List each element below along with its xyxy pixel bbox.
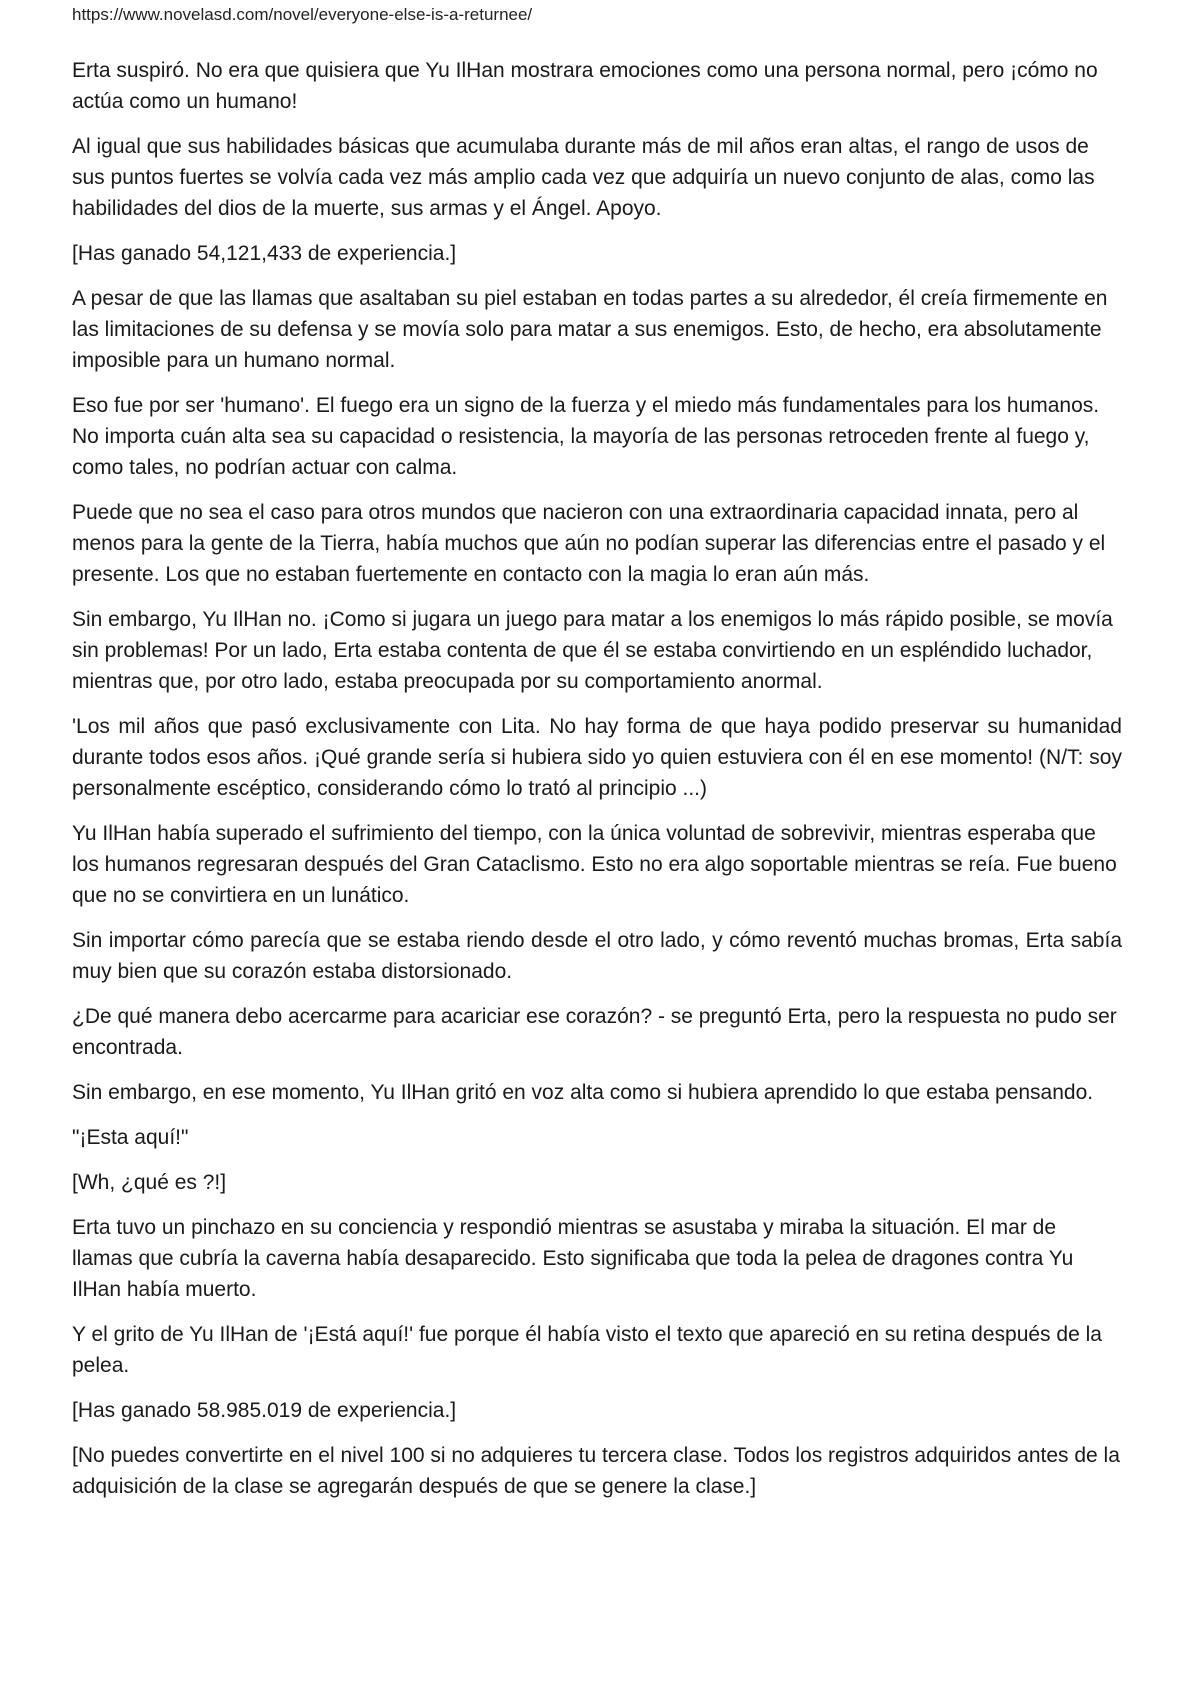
paragraph: [Wh, ¿qué es ?!] (72, 1171, 227, 1194)
paragraph: [Has ganado 54,121,433 de experiencia.] (72, 242, 457, 265)
paragraph: Puede que no sea el caso para otros mundos que nacieron con una extraordinaria capacidad innata, pero al menos para la gente de la Tierra, había muchos que aún no podían superar las diferencias entre el pasado y el presente. Los que no estaban fuertemente en contacto con la magia lo eran aún más. (72, 501, 1106, 586)
paragraph: Sin embargo, en ese momento, Yu IlHan gritó en voz alta como si hubiera aprendido lo que estaba pensando. (72, 1081, 1094, 1104)
paragraph: A pesar de que las llamas que asaltaban su piel estaban en todas partes a su alrededor, él creía firmemente en las limitaciones de su defensa y se movía solo para matar a sus enemigos. Esto, de hecho, era absolutamente imposible para un humano normal. (72, 287, 1108, 372)
paragraph: "¡Esta aquí!" (72, 1126, 189, 1149)
paragraph: [Has ganado 58.985.019 de experiencia.] (72, 1399, 457, 1422)
document-body (72, 55, 1122, 1516)
paragraph: Sin embargo, Yu IlHan no. ¡Como si jugara un juego para matar a los enemigos lo más rápido posible, se movía sin problemas! Por un lado, Erta estaba contenta de que él se estaba convirtiendo en un espléndido luchador, mientras que, por otro lado, estaba preocupada por su comportamiento anormal. (72, 608, 1113, 693)
paragraph: Y el grito de Yu IlHan de '¡Está aquí!' fue porque él había visto el texto que apareció en su retina después de la pelea. (72, 1323, 1102, 1377)
paragraph: Sin importar cómo parecía que se estaba riendo desde el otro lado, y cómo reventó muchas bromas, Erta sabía muy bien que su corazón estaba distorsionado. (72, 929, 1122, 983)
paragraph: Erta suspiró. No era que quisiera que Yu IlHan mostrara emociones como una persona normal, pero ¡cómo no actúa como un humano! (72, 59, 1098, 113)
paragraph: Erta tuvo un pinchazo en su conciencia y respondió mientras se asustaba y miraba la situación. El mar de llamas que cubría la caverna había desaparecido. Esto significaba que toda la pelea de dragones contra Yu IlHan había muerto. (72, 1216, 1074, 1301)
paragraph: 'Los mil años que pasó exclusivamente con Lita. No hay forma de que haya podido preservar su humanidad durante todos esos años. ¡Qué grande sería si hubiera sido yo quien estuviera con él en ese momento! (N/T: soy personalmente escéptico, considerando cómo lo trató al principio ...) (72, 715, 1122, 800)
page-url: https://www.novelasd.com/novel/everyone-else-is-a-returnee/ (72, 5, 533, 24)
paragraph: [No puedes convertirte en el nivel 100 si no adquieres tu tercera clase. Todos los registros adquiridos antes de la adquisición de la clase se agregarán después de que se genere la clase.] (72, 1444, 1120, 1498)
paragraph: Al igual que sus habilidades básicas que acumulaba durante más de mil años eran altas, el rango de usos de sus puntos fuertes se volvía cada vez más amplio cada vez que adquiría un nuevo conjunto de alas, como las habilidades del dios de la muerte, sus armas y el Ángel. Apoyo. (72, 135, 1095, 220)
paragraph: Yu IlHan había superado el sufrimiento del tiempo, con la única voluntad de sobrevivir, mientras esperaba que los humanos regresaran después del Gran Cataclismo. Esto no era algo soportable mientras se reía. Fue bueno que no se convirtiera en un lunático. (72, 822, 1117, 907)
paragraph: Eso fue por ser 'humano'. El fuego era un signo de la fuerza y el miedo más fundamentales para los humanos. No importa cuán alta sea su capacidad o resistencia, la mayoría de las personas retroceden frente al fuego y, como tales, no podrían actuar con calma. (72, 394, 1100, 479)
paragraph: ¿De qué manera debo acercarme para acariciar ese corazón? - se preguntó Erta, pero la respuesta no pudo ser encontrada. (72, 1005, 1117, 1059)
